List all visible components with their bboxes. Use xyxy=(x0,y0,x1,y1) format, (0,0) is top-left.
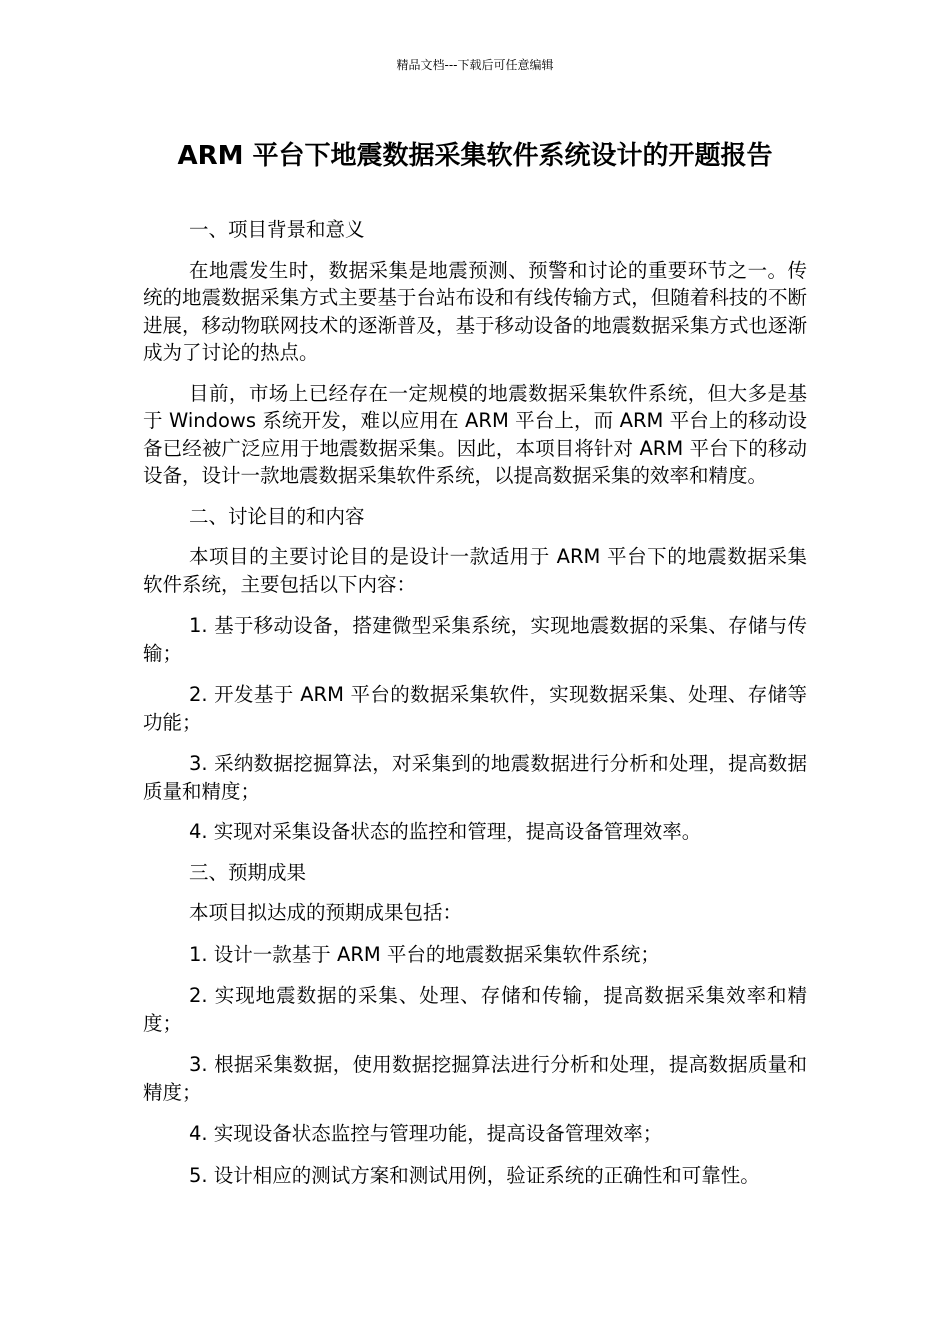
list-item: 1. 设计一款基于 ARM 平台的地震数据采集软件系统； xyxy=(189,942,660,966)
list-item: 4. 实现对采集设备状态的监控和管理，提高设备管理效率。 xyxy=(189,820,702,843)
list-item: 1. 基于移动设备，搭建微型采集系统，实现地震数据的采集、存储与传输； xyxy=(143,614,807,665)
list-item: 2. 开发基于 ARM 平台的数据采集软件，实现数据采集、处理、存储等功能； xyxy=(143,683,807,734)
document-title: ARM 平台下地震数据采集软件系统设计的开题报告 xyxy=(177,141,773,171)
body-paragraph: 目前，市场上已经存在一定规模的地震数据采集软件系统，但大多是基于 Windows 系统开发，难以应用在 ARM 平台上，而 ARM 平台上的移动设备已经被广泛应用于地震数据采集。因此，本项目将针对 ARM 平台下的移动设备，设计一款地震数据采集软件系统，以提高数据采集的效率和精度。 xyxy=(143,381,807,487)
body-paragraph: 本项目拟达成的预期成果包括： xyxy=(189,901,463,924)
list-item: 3. 根据采集数据，使用数据挖掘算法进行分析和处理，提高数据质量和精度； xyxy=(143,1053,807,1104)
section-heading-outcomes: 三、预期成果 xyxy=(189,860,307,884)
body-paragraph: 在地震发生时，数据采集是地震预测、预警和讨论的重要环节之一。传统的地震数据采集方式主要基于台站布设和有线传输方式，但随着科技的不断进展，移动物联网技术的逐渐普及，基于移动设备的地震数据采集方式也逐渐成为了讨论的热点。 xyxy=(143,258,807,364)
list-item: 4. 实现设备状态监控与管理功能，提高设备管理效率； xyxy=(189,1122,663,1145)
list-item: 5. 设计相应的测试方案和测试用例，验证系统的正确性和可靠性。 xyxy=(189,1163,760,1187)
body-paragraph: 本项目的主要讨论目的是设计一款适用于 ARM 平台下的地震数据采集软件系统，主要包括以下内容： xyxy=(143,545,807,596)
section-heading-background: 一、项目背景和意义 xyxy=(189,218,365,241)
section-heading-objectives: 二、讨论目的和内容 xyxy=(189,504,365,528)
list-item: 2. 实现地震数据的采集、处理、存储和传输，提高数据采集效率和精度； xyxy=(143,984,807,1035)
list-item: 3. 采纳数据挖掘算法，对采集到的地震数据进行分析和处理，提高数据质量和精度； xyxy=(143,752,807,803)
document-body xyxy=(143,216,807,1189)
page-header-note: 精品文档---下载后可任意编辑 xyxy=(396,58,554,72)
